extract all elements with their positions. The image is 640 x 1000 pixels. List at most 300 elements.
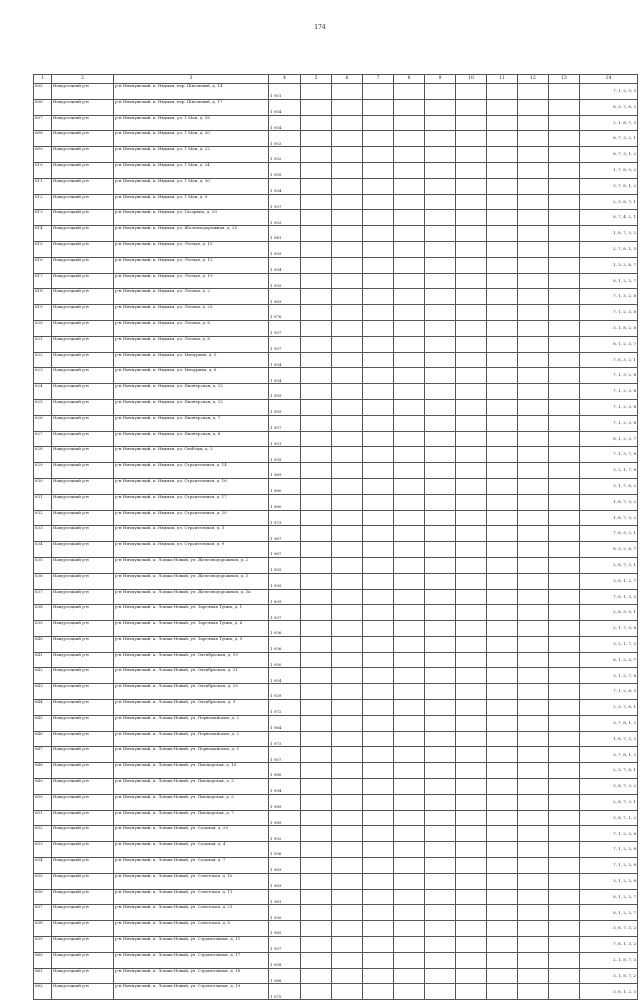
code-cell: 3, 7, 8, 1, 2 [580, 715, 638, 731]
address-cell: р-н Ничпушский, к. Нвдыхи, ул. 1 Мая, д. 24 [114, 162, 269, 178]
empty-cell [487, 415, 518, 431]
empty-cell [487, 668, 518, 684]
table-row [34, 447, 638, 463]
empty-cell [456, 415, 487, 431]
empty-cell [456, 478, 487, 494]
district-cell: Навдусецкий р-н [52, 731, 114, 747]
empty-cell [394, 320, 425, 336]
column-header: 10 [456, 75, 487, 84]
code-cell: 2, 1, 8, 7, 3 [580, 115, 638, 131]
empty-cell [394, 952, 425, 968]
empty-cell [394, 447, 425, 463]
empty-cell [518, 289, 549, 305]
empty-cell [518, 826, 549, 842]
empty-cell [301, 715, 332, 731]
row-number-cell: 662 [34, 984, 52, 1000]
address-cell: р-н Ничпушский, к. Лопша-Новый, ул. Строительная, д. 18 [114, 968, 269, 984]
empty-cell [549, 305, 580, 321]
code-cell: 7, 1, 3, 7, 8 [580, 447, 638, 463]
table-row [34, 289, 638, 305]
row-number-cell: 660 [34, 952, 52, 968]
empty-cell [456, 336, 487, 352]
empty-cell [549, 99, 580, 115]
empty-cell [549, 162, 580, 178]
empty-cell [363, 715, 394, 731]
empty-cell [549, 399, 580, 415]
code-cell: 1, 8, 7, 3, 2 [580, 731, 638, 747]
empty-cell [487, 731, 518, 747]
district-cell: Навдусецкий р-н [52, 320, 114, 336]
empty-cell [456, 447, 487, 463]
district-cell: Навдусецкий р-н [52, 289, 114, 305]
year-cell: 1 950 [269, 905, 301, 921]
code-cell: 3, 2, 1, 7, 8 [580, 463, 638, 479]
address-cell: р-н Ничпушский, к. Лопша-Новый, ул. Железнодорожная, д. 3а [114, 589, 269, 605]
empty-cell [425, 162, 456, 178]
code-cell: 3, 7, 8, 1, 2 [580, 178, 638, 194]
empty-cell [363, 431, 394, 447]
district-cell: Навдусецкий р-н [52, 952, 114, 968]
empty-cell [425, 273, 456, 289]
empty-cell [425, 873, 456, 889]
column-header: 6 [332, 75, 363, 84]
table-row [34, 937, 638, 953]
empty-cell [425, 494, 456, 510]
district-cell: Навдусецкий р-н [52, 526, 114, 542]
empty-cell [549, 415, 580, 431]
empty-cell [332, 731, 363, 747]
year-cell: 1 967 [269, 542, 301, 558]
empty-cell [301, 84, 332, 100]
table-row [34, 352, 638, 368]
year-cell: 1 950 [269, 652, 301, 668]
year-cell: 1 981 [269, 889, 301, 905]
row-number-cell: 654 [34, 858, 52, 874]
district-cell: Навдусецкий р-н [52, 241, 114, 257]
empty-cell [332, 700, 363, 716]
empty-cell [363, 842, 394, 858]
empty-cell [301, 257, 332, 273]
empty-cell [394, 131, 425, 147]
empty-cell [456, 984, 487, 1000]
address-cell: р-н Ничпушский, к. Нвдыхи, пер. Школьный, д. 14 [114, 84, 269, 100]
address-cell: р-н Ничпушский, к. Лопша-Новый, ул. Октябрьская, д. 23 [114, 684, 269, 700]
table-row [34, 589, 638, 605]
district-cell: Навдусецкий р-н [52, 763, 114, 779]
row-number-cell: 619 [34, 305, 52, 321]
empty-cell [425, 147, 456, 163]
table-row [34, 99, 638, 115]
district-cell: Навдусецкий р-н [52, 858, 114, 874]
row-number-cell: 653 [34, 842, 52, 858]
empty-cell [549, 210, 580, 226]
empty-cell [425, 715, 456, 731]
district-cell: Навдусецкий р-н [52, 542, 114, 558]
empty-cell [487, 858, 518, 874]
district-cell: Навдусецкий р-н [52, 415, 114, 431]
empty-cell [549, 652, 580, 668]
empty-cell [549, 684, 580, 700]
empty-cell [363, 320, 394, 336]
empty-cell [394, 478, 425, 494]
empty-cell [332, 147, 363, 163]
district-cell: Навдусецкий р-н [52, 652, 114, 668]
empty-cell [456, 636, 487, 652]
row-number-cell: 607 [34, 115, 52, 131]
district-cell: Навдусецкий р-н [52, 447, 114, 463]
empty-cell [549, 226, 580, 242]
empty-cell [394, 794, 425, 810]
empty-cell [332, 447, 363, 463]
empty-cell [549, 700, 580, 716]
district-cell: Навдусецкий р-н [52, 162, 114, 178]
table-row [34, 905, 638, 921]
table-row [34, 431, 638, 447]
district-cell: Навдусецкий р-н [52, 810, 114, 826]
empty-cell [394, 700, 425, 716]
code-cell: 2, 3, 7, 8, 1 [580, 763, 638, 779]
empty-cell [487, 131, 518, 147]
year-cell: 1 983 [269, 873, 301, 889]
empty-cell [332, 810, 363, 826]
empty-cell [332, 557, 363, 573]
empty-cell [332, 842, 363, 858]
code-cell: 8, 1, 2, 3, 7 [580, 652, 638, 668]
empty-cell [332, 605, 363, 621]
empty-cell [394, 463, 425, 479]
empty-cell [363, 384, 394, 400]
empty-cell [549, 368, 580, 384]
row-number-cell: 609 [34, 147, 52, 163]
empty-cell [518, 368, 549, 384]
empty-cell [332, 368, 363, 384]
empty-cell [394, 162, 425, 178]
empty-cell [332, 494, 363, 510]
year-cell: 1 899 [269, 589, 301, 605]
empty-cell [487, 241, 518, 257]
empty-cell [518, 384, 549, 400]
address-cell: р-н Ничпушский, к. Лопша-Новый, ул. Советская, д. 21 [114, 905, 269, 921]
empty-cell [363, 542, 394, 558]
table-row [34, 84, 638, 100]
empty-cell [301, 826, 332, 842]
empty-cell [425, 210, 456, 226]
register-table [33, 74, 638, 1000]
address-cell: р-н Ничпушский, к. Нвдыхи, ул. Лесная, д. 8 [114, 336, 269, 352]
empty-cell [394, 937, 425, 953]
empty-cell [518, 526, 549, 542]
empty-cell [487, 652, 518, 668]
empty-cell [301, 336, 332, 352]
district-cell: Навдусецкий р-н [52, 178, 114, 194]
code-cell: 7, 8, 1, 3, 2 [580, 589, 638, 605]
row-number-cell: 626 [34, 415, 52, 431]
empty-cell [332, 779, 363, 795]
empty-cell [425, 858, 456, 874]
empty-cell [301, 621, 332, 637]
address-cell: р-н Ничпушский, к. Нвдыхи, ул. 1 Мая, д. 9 [114, 194, 269, 210]
empty-cell [549, 336, 580, 352]
empty-cell [549, 889, 580, 905]
table-row [34, 399, 638, 415]
empty-cell [549, 858, 580, 874]
year-cell: 1 957 [269, 415, 301, 431]
address-cell: р-н Ничпушский, к. Лопша-Новый, ул. Первомайская, д. 2 [114, 731, 269, 747]
year-cell: 1 954 [269, 668, 301, 684]
empty-cell [487, 542, 518, 558]
district-cell: Навдусецкий р-н [52, 257, 114, 273]
empty-cell [363, 368, 394, 384]
empty-cell [549, 826, 580, 842]
empty-cell [363, 984, 394, 1000]
empty-cell [549, 763, 580, 779]
district-cell: Навдусецкий р-н [52, 273, 114, 289]
empty-cell [301, 589, 332, 605]
empty-cell [301, 210, 332, 226]
row-number-cell: 630 [34, 478, 52, 494]
row-number-cell: 621 [34, 336, 52, 352]
address-cell: р-н Ничпушский, к. Нвдыхи, ул. Строительная, д. 14 [114, 463, 269, 479]
empty-cell [332, 763, 363, 779]
empty-cell [363, 557, 394, 573]
empty-cell [394, 858, 425, 874]
code-cell: 2, 8, 3, 3, 1 [580, 605, 638, 621]
empty-cell [487, 873, 518, 889]
row-number-cell: 615 [34, 241, 52, 257]
empty-cell [425, 542, 456, 558]
empty-cell [363, 84, 394, 100]
table-row [34, 542, 638, 558]
row-number-cell: 623 [34, 368, 52, 384]
empty-cell [332, 889, 363, 905]
table-row [34, 162, 638, 178]
empty-cell [549, 289, 580, 305]
empty-cell [394, 431, 425, 447]
empty-cell [394, 494, 425, 510]
district-cell: Навдусецкий р-н [52, 84, 114, 100]
empty-cell [332, 210, 363, 226]
district-cell: Навдусецкий р-н [52, 352, 114, 368]
district-cell: Навдусецкий р-н [52, 336, 114, 352]
empty-cell [425, 99, 456, 115]
address-cell: р-н Ничпушский, к. Лопша-Новый, ул. Садовая, д. 20 [114, 826, 269, 842]
code-cell: 2, 8, 7, 3, 1 [580, 557, 638, 573]
table-row [34, 794, 638, 810]
year-cell: 1 984 [269, 715, 301, 731]
empty-cell [301, 194, 332, 210]
empty-cell [394, 289, 425, 305]
empty-cell [456, 921, 487, 937]
empty-cell [363, 162, 394, 178]
empty-cell [456, 652, 487, 668]
address-cell: р-н Ничпушский, к. Лопша-Новый, ул. Октябрьская, д. 19 [114, 652, 269, 668]
row-number-cell: 640 [34, 636, 52, 652]
empty-cell [363, 668, 394, 684]
empty-cell [363, 147, 394, 163]
empty-cell [518, 858, 549, 874]
empty-cell [518, 573, 549, 589]
district-cell: Навдусецкий р-н [52, 399, 114, 415]
empty-cell [456, 842, 487, 858]
column-header: 7 [363, 75, 394, 84]
empty-cell [301, 684, 332, 700]
year-cell: 1 954 [269, 115, 301, 131]
column-header: 11 [487, 75, 518, 84]
empty-cell [456, 700, 487, 716]
empty-cell [487, 336, 518, 352]
empty-cell [425, 320, 456, 336]
empty-cell [487, 937, 518, 953]
table-row [34, 384, 638, 400]
row-number-cell: 643 [34, 684, 52, 700]
row-number-cell: 635 [34, 557, 52, 573]
empty-cell [394, 368, 425, 384]
empty-cell [332, 715, 363, 731]
empty-cell [549, 194, 580, 210]
row-number-cell: 648 [34, 763, 52, 779]
empty-cell [425, 652, 456, 668]
empty-cell [332, 921, 363, 937]
row-number-cell: 641 [34, 652, 52, 668]
empty-cell [518, 510, 549, 526]
empty-cell [394, 99, 425, 115]
empty-cell [363, 463, 394, 479]
row-number-cell: 642 [34, 668, 52, 684]
empty-cell [301, 273, 332, 289]
empty-cell [549, 747, 580, 763]
empty-cell [301, 779, 332, 795]
year-cell: 1 992 [269, 826, 301, 842]
empty-cell [425, 368, 456, 384]
empty-cell [301, 131, 332, 147]
empty-cell [301, 605, 332, 621]
empty-cell [549, 352, 580, 368]
district-cell: Навдусецкий р-н [52, 794, 114, 810]
empty-cell [425, 984, 456, 1000]
code-cell: 3, 1, 7, 8, 2 [580, 478, 638, 494]
district-cell: Навдусецкий р-н [52, 431, 114, 447]
year-cell: 1 972 [269, 700, 301, 716]
empty-cell [332, 684, 363, 700]
empty-cell [549, 668, 580, 684]
empty-cell [456, 510, 487, 526]
empty-cell [363, 494, 394, 510]
empty-cell [549, 478, 580, 494]
address-cell: р-н Ничпушский, к. Лопша-Новый, ул. Октябрьская, д. 21 [114, 668, 269, 684]
empty-cell [518, 478, 549, 494]
code-cell: 7, 1, 2, 8, 3 [580, 684, 638, 700]
empty-cell [549, 447, 580, 463]
empty-cell [549, 115, 580, 131]
year-cell: 1 939 [269, 684, 301, 700]
empty-cell [332, 289, 363, 305]
empty-cell [425, 621, 456, 637]
empty-cell [549, 984, 580, 1000]
table-row [34, 336, 638, 352]
empty-cell [394, 526, 425, 542]
empty-cell [394, 747, 425, 763]
empty-cell [456, 210, 487, 226]
address-cell: р-н Ничпушский, к. Лопша-Новый, ул. Заречная Тупик, д. 6 [114, 621, 269, 637]
table-row [34, 747, 638, 763]
district-cell: Навдусецкий р-н [52, 842, 114, 858]
empty-cell [332, 115, 363, 131]
address-cell: р-н Ничпушский, к. Лопша-Новый, ул. Строительная, д. 17 [114, 952, 269, 968]
district-cell: Навдусецкий р-н [52, 478, 114, 494]
year-cell: 1 956 [269, 842, 301, 858]
empty-cell [487, 431, 518, 447]
row-number-cell: 637 [34, 589, 52, 605]
empty-cell [549, 937, 580, 953]
empty-cell [487, 115, 518, 131]
code-cell: 8, 1, 2, 3, 7 [580, 336, 638, 352]
empty-cell [456, 605, 487, 621]
empty-cell [394, 352, 425, 368]
empty-cell [363, 794, 394, 810]
empty-cell [487, 178, 518, 194]
empty-cell [332, 858, 363, 874]
empty-cell [301, 921, 332, 937]
empty-cell [363, 589, 394, 605]
year-cell: 1 989 [269, 810, 301, 826]
empty-cell [487, 99, 518, 115]
empty-cell [549, 968, 580, 984]
empty-cell [332, 84, 363, 100]
empty-cell [549, 257, 580, 273]
empty-cell [487, 905, 518, 921]
empty-cell [332, 415, 363, 431]
empty-cell [425, 384, 456, 400]
empty-cell [394, 636, 425, 652]
empty-cell [394, 336, 425, 352]
empty-cell [363, 115, 394, 131]
empty-cell [363, 510, 394, 526]
empty-cell [425, 794, 456, 810]
empty-cell [518, 842, 549, 858]
empty-cell [425, 526, 456, 542]
table-row [34, 605, 638, 621]
empty-cell [301, 510, 332, 526]
empty-cell [363, 731, 394, 747]
code-cell: 7, 1, 2, 3, 8 [580, 858, 638, 874]
empty-cell [332, 984, 363, 1000]
empty-cell [363, 526, 394, 542]
empty-cell [487, 621, 518, 637]
empty-cell [518, 668, 549, 684]
empty-cell [487, 162, 518, 178]
empty-cell [456, 668, 487, 684]
empty-cell [456, 937, 487, 953]
empty-cell [394, 226, 425, 242]
empty-cell [332, 542, 363, 558]
code-cell: 8, 1, 2, 3, 7 [580, 431, 638, 447]
empty-cell [518, 305, 549, 321]
row-number-cell: 632 [34, 510, 52, 526]
table-row [34, 147, 638, 163]
empty-cell [549, 526, 580, 542]
year-cell: 1 958 [269, 952, 301, 968]
code-cell: 3, 7, 8, 1, 2 [580, 747, 638, 763]
empty-cell [301, 573, 332, 589]
address-cell: р-н Ничпушский, к. Нвдыхи, ул. Пионерская, д. 8 [114, 431, 269, 447]
empty-cell [301, 226, 332, 242]
row-number-cell: 622 [34, 352, 52, 368]
year-cell: 1 989 [269, 794, 301, 810]
empty-cell [394, 889, 425, 905]
code-cell: 7, 1, 3, 2, 8 [580, 289, 638, 305]
address-cell: р-н Ничпушский, к. Лопша-Новый, ул. Садовая, д. 4 [114, 842, 269, 858]
empty-cell [394, 621, 425, 637]
